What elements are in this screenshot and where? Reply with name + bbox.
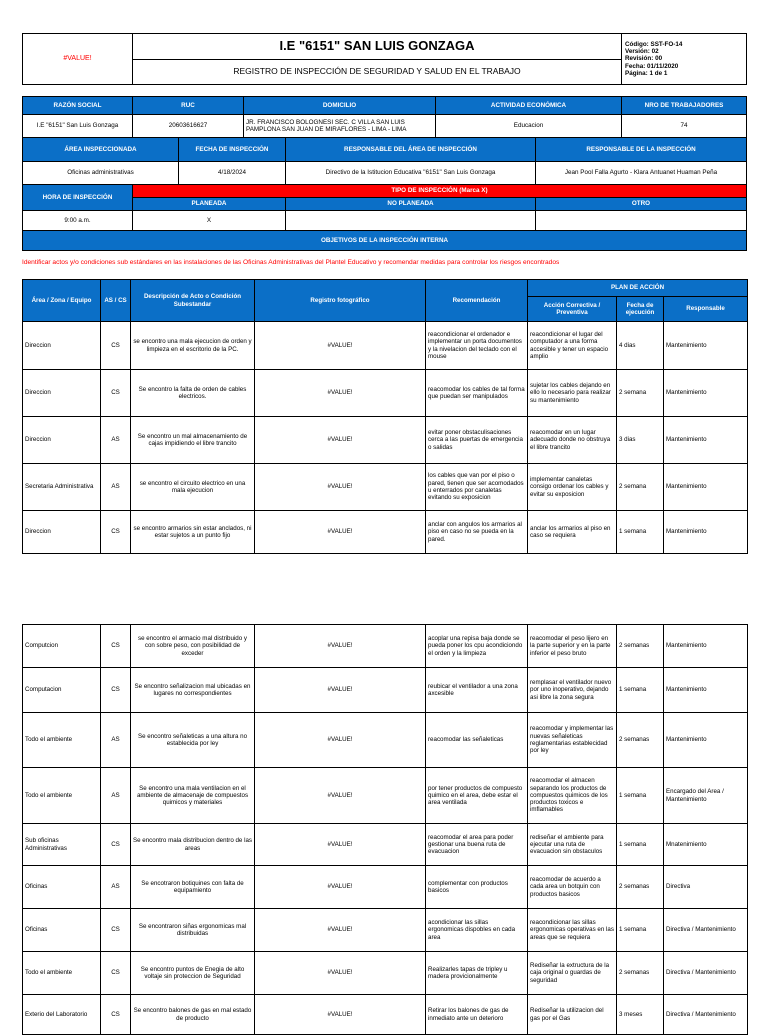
cell-ascs: CS xyxy=(101,824,131,866)
cell-area: Todo el ambiente xyxy=(23,713,101,768)
mark-planeada: X xyxy=(132,210,286,231)
cell-ascs: AS xyxy=(101,768,131,824)
cell-resp: Encargado del Area / Mantenimiento xyxy=(664,768,748,824)
cell-area: Direccion xyxy=(23,417,101,464)
cell-action: reacomodar el almacen separando los productos de compuestos quimicos de los productos toxicos e imflamables xyxy=(528,768,617,824)
cell-date: 2 semana xyxy=(617,464,664,511)
cell-resp: Mantenimiento xyxy=(664,464,748,511)
cell-area: Sub oficinas Administrativas xyxy=(23,824,101,866)
cell-desc: se encontro una mala ejecucion de orden y limpieza en el escritorio de la PC. xyxy=(131,322,255,370)
cell-rec: acoplar una repisa baja donde se pueda poner los cpu acondiciondo el orden y la limpieza xyxy=(426,625,528,668)
col-date: Fecha de ejecución xyxy=(617,297,664,322)
cell-desc: se encontro el circuito electrico en una mala ejecucion xyxy=(131,464,255,511)
cell-action: reacondicionar el lugar del computador a una forma accesible y tener un espacio amplio xyxy=(528,322,617,370)
cell-rec: complementar con productos basicos xyxy=(426,866,528,909)
option-planeada: PLANEADA xyxy=(132,197,286,211)
cell-action: reacondicionar las sillas ergonomicas operativas en las areas que se requiera xyxy=(528,909,617,952)
cell-desc: Se encontro puntos de Enegia de alto voltaje sin proteccion de Seguridad xyxy=(131,952,255,995)
table-row xyxy=(23,952,748,995)
table-row xyxy=(23,824,748,866)
cell-rec: evitar poner obstaculisaciones cerca a las puertas de emergencia o salidas xyxy=(426,417,528,464)
cell-desc: Se encontro señaleticas a una altura no establecida por ley xyxy=(131,713,255,768)
cell-photo: #VALUE! xyxy=(255,625,426,668)
cell-date: 4 dias xyxy=(617,322,664,370)
objectives-header: OBJETIVOS DE LA INSPECCIÓN INTERNA xyxy=(22,230,747,251)
value-responsable-area: Directivo de la Istitucion Educativa "6151" San Luis Gonzaga xyxy=(285,161,536,185)
cell-date: 2 semanas xyxy=(617,866,664,909)
col-area: Área / Zona / Equipo xyxy=(23,280,101,322)
cell-date: 3 dias xyxy=(617,417,664,464)
meta-code: Código: SST-FO-14 xyxy=(625,40,683,48)
school-name: I.E "6151" SAN LUIS GONZAGA xyxy=(132,33,622,60)
document-meta xyxy=(621,33,747,85)
header-razon-social: RAZÓN SOCIAL xyxy=(22,96,133,115)
cell-ascs: CS xyxy=(101,625,131,668)
cell-ascs: CS xyxy=(101,952,131,995)
cell-ascs: AS xyxy=(101,417,131,464)
col-action: Acción Correctiva / Preventiva xyxy=(528,297,617,322)
cell-resp: Mantenimiento xyxy=(664,713,748,768)
cell-action: reacomodar el peso lijero en la parte superior y en la parte inferior el peso bruto xyxy=(528,625,617,668)
cell-action: Rediseñar la utilizacion del gas por el Gas xyxy=(528,995,617,1035)
mark-otro xyxy=(535,210,747,231)
value-hora: 9:00 a.m. xyxy=(22,210,133,231)
value-domicilio: JR. FRANCISCO BOLOGNESI SEC. C VILLA SAN LUIS PAMPLONA SAN JUAN DE MIRAFLORES - LIMA - LIMA xyxy=(243,114,436,138)
cell-rec: reacomodar el area para poder gestionar una buena ruta de evacuacion xyxy=(426,824,528,866)
cell-action: Rediseñar la extructura de la caja original o guardas de seguridad xyxy=(528,952,617,995)
cell-photo: #VALUE! xyxy=(255,322,426,370)
table-row xyxy=(23,370,748,417)
value-actividad: Educacion xyxy=(435,114,622,138)
cell-rec: por tener productos de compuesto quimico en el area, debe estar el area ventilada xyxy=(426,768,528,824)
col-plan: PLAN DE ACCIÓN xyxy=(528,280,748,297)
cell-resp: Directiva / Mantenimiento xyxy=(664,909,748,952)
cell-date: 1 semana xyxy=(617,768,664,824)
cell-area: Direccion xyxy=(23,511,101,554)
cell-area: Todo el ambiente xyxy=(23,952,101,995)
cell-ascs: CS xyxy=(101,909,131,952)
cell-desc: Se encotraron botiquines con falta de equipamiento xyxy=(131,866,255,909)
meta-revision: Revisión: 00 xyxy=(625,55,663,63)
table-row xyxy=(23,909,748,952)
cell-area: Exterio del Laboratorio xyxy=(23,995,101,1035)
cell-photo: #VALUE! xyxy=(255,713,426,768)
table-row xyxy=(23,322,748,370)
cell-photo: #VALUE! xyxy=(255,464,426,511)
cell-area: Computacion xyxy=(23,668,101,713)
cell-desc: Se encontro mala distribucion dentro de las areas xyxy=(131,824,255,866)
cell-photo: #VALUE! xyxy=(255,952,426,995)
cell-rec: Realizarles tapas de tripley u madera provicionalmente xyxy=(426,952,528,995)
value-responsable-inspeccion: Jean Pool Falla Agurto - Klara Antuanet Huaman Peña xyxy=(535,161,747,185)
cell-rec: anclar con angulos los armarios al piso en caso no se pueda en la pared. xyxy=(426,511,528,554)
cell-ascs: CS xyxy=(101,511,131,554)
cell-date: 1 semana xyxy=(617,824,664,866)
cell-ascs: AS xyxy=(101,866,131,909)
cell-area: Secretaria Administrativa xyxy=(23,464,101,511)
cell-photo: #VALUE! xyxy=(255,417,426,464)
header-area-inspeccionada: ÁREA INSPECCIONADA xyxy=(22,137,179,162)
cell-area: Oficinas xyxy=(23,909,101,952)
cell-date: 1 semana xyxy=(617,668,664,713)
cell-rec: los cables que van por el piso o pared, tienen que ser acomodados u enterrados por canaletas evitando su exposicion xyxy=(426,464,528,511)
findings-table-page1 xyxy=(22,279,748,554)
table-row xyxy=(23,866,748,909)
header-fecha-inspeccion: FECHA DE INSPECCIÓN xyxy=(178,137,286,162)
value-trabajadores: 74 xyxy=(621,114,747,138)
option-no-planeada: NO PLANEADA xyxy=(285,197,536,211)
cell-rec: reacomodar los cables de tal forma que puedan ser manipulados xyxy=(426,370,528,417)
meta-page: Página: 1 de 1 xyxy=(625,69,668,77)
cell-date: 2 semana xyxy=(617,370,664,417)
cell-desc: Se encontro balones de gas en mal estado de producto xyxy=(131,995,255,1035)
cell-photo: #VALUE! xyxy=(255,668,426,713)
value-ruc: 20603616627 xyxy=(132,114,244,138)
cell-resp: Directiva xyxy=(664,866,748,909)
table-row xyxy=(23,464,748,511)
findings-body-page1 xyxy=(23,322,748,554)
cell-photo: #VALUE! xyxy=(255,909,426,952)
cell-date: 2 semanas xyxy=(617,713,664,768)
cell-desc: se encontro armarios sin estar anclados, ni estar sujetos a un punto fijo xyxy=(131,511,255,554)
cell-photo: #VALUE! xyxy=(255,866,426,909)
cell-date: 2 semanas xyxy=(617,952,664,995)
header-trabajadores: NRO DE TRABAJADORES xyxy=(621,96,747,115)
cell-desc: Se encontro una mala ventilacion en el ambiente de almacenaje de compuestos quimicos y materiales xyxy=(131,768,255,824)
cell-action: implementar canaletas consigo ordenar los cables y evitar su exposicion xyxy=(528,464,617,511)
cell-action: reacomodar y implementar las nuevas señaleticas reglamentarias establecidad por ley xyxy=(528,713,617,768)
cell-resp: Mantenimiento xyxy=(664,322,748,370)
cell-action: remplasar el ventilador nuevo por uno inoperativo, dejando asi libre la zona segura xyxy=(528,668,617,713)
cell-area: Computcion xyxy=(23,625,101,668)
value-area-inspeccionada: Oficinas administrativas xyxy=(22,161,179,185)
cell-resp: Mantenimiento xyxy=(664,370,748,417)
cell-desc: Se encontro señalizacion mal ubicadas en lugares no correspondientes xyxy=(131,668,255,713)
cell-area: Direccion xyxy=(23,370,101,417)
cell-action: sujetar los cables dejando en ello lo necesario para realizar su mantenimiento xyxy=(528,370,617,417)
cell-photo: #VALUE! xyxy=(255,511,426,554)
objectives-text: Identificar actos y/o condiciones sub estándares en las instalaciones de las Oficinas Administrativas del Plantel Educativo y recomendar medidas para controlar los riesgos encontrados xyxy=(22,259,560,266)
cell-date: 1 semana xyxy=(617,909,664,952)
header-domicilio: DOMICILIO xyxy=(243,96,436,115)
header-responsable-area: RESPONSABLE DEL ÁREA DE INSPECCIÓN xyxy=(285,137,536,162)
logo-placeholder xyxy=(22,33,133,85)
header-actividad: ACTIVIDAD ECONÓMICA xyxy=(435,96,622,115)
cell-action: rediseñar el ambiente para ejecutar una ruta de evacuacion sin obstaculos xyxy=(528,824,617,866)
findings-body-page2 xyxy=(23,625,748,1035)
cell-resp: Mantenimiento xyxy=(664,511,748,554)
header-responsable-inspeccion: RESPONSABLE DE LA INSPECCIÓN xyxy=(535,137,747,162)
header-tipo-inspeccion: TIPO DE INSPECCIÓN (Marca X) xyxy=(132,184,747,198)
col-resp: Responsable xyxy=(664,297,748,322)
col-rec: Recomendación xyxy=(426,280,528,322)
cell-ascs: CS xyxy=(101,668,131,713)
cell-desc: Se encontro la falta de orden de cables electricos. xyxy=(131,370,255,417)
table-row xyxy=(23,511,748,554)
cell-ascs: CS xyxy=(101,995,131,1035)
cell-date: 3 meses xyxy=(617,995,664,1035)
cell-action: reacomodar en un lugar adecuado donde no obstruya el libre trancito xyxy=(528,417,617,464)
cell-action: anclar los armarios al piso en caso se requiera xyxy=(528,511,617,554)
cell-area: Direccion xyxy=(23,322,101,370)
cell-ascs: AS xyxy=(101,713,131,768)
cell-photo: #VALUE! xyxy=(255,768,426,824)
findings-table-page2 xyxy=(22,624,748,1035)
table-row xyxy=(23,417,748,464)
col-photo: Registro fotográfico xyxy=(255,280,426,322)
cell-rec: reacondicionar el ordenador e implementar un porta documentos y la nivelacion del teclado con el mouse xyxy=(426,322,528,370)
cell-ascs: AS xyxy=(101,464,131,511)
cell-resp: Mnatenimiento xyxy=(664,824,748,866)
cell-action: reacomodar de acuerdo a cada area un botquin con productos basicos xyxy=(528,866,617,909)
cell-photo: #VALUE! xyxy=(255,370,426,417)
cell-rec: reacomodar las señaleticas xyxy=(426,713,528,768)
cell-rec: Retirar los balones de gas de inmediato ante un deterioro xyxy=(426,995,528,1035)
cell-resp: Directiva / Mantenimiento xyxy=(664,995,748,1035)
header-ruc: RUC xyxy=(132,96,244,115)
table-row xyxy=(23,625,748,668)
form-title: REGISTRO DE INSPECCIÓN DE SEGURIDAD Y SALUD EN EL TRABAJO xyxy=(132,59,622,85)
cell-photo: #VALUE! xyxy=(255,995,426,1035)
value-fecha-inspeccion: 4/18/2024 xyxy=(178,161,286,185)
cell-rec: acondicionar las sillas ergonomicas dispobles en cada area xyxy=(426,909,528,952)
cell-area: Oficinas xyxy=(23,866,101,909)
option-otro: OTRO xyxy=(535,197,747,211)
cell-area: Todo el ambiente xyxy=(23,768,101,824)
cell-resp: Mantenimiento xyxy=(664,417,748,464)
table-row xyxy=(23,713,748,768)
cell-ascs: CS xyxy=(101,370,131,417)
cell-desc: Se encontro un mal almacenamiento de cajas impidiendo el libre trancito xyxy=(131,417,255,464)
cell-resp: Mantenimiento xyxy=(664,625,748,668)
cell-desc: se encontro el armacio mal distribuido y con sobre peso, con posibilidad de exceder xyxy=(131,625,255,668)
cell-date: 2 semanas xyxy=(617,625,664,668)
col-desc: Descripción de Acto o Condición Subestandar xyxy=(131,280,255,322)
header-hora-inspeccion: HORA DE INSPECCIÓN xyxy=(22,184,133,211)
cell-date: 1 semana xyxy=(617,511,664,554)
cell-photo: #VALUE! xyxy=(255,824,426,866)
col-ascs: AS / CS xyxy=(101,280,131,322)
cell-resp: Mantenimiento xyxy=(664,668,748,713)
cell-rec: reubicar el ventilador a una zona axcesible xyxy=(426,668,528,713)
meta-date: Fecha: 01/11/2020 xyxy=(625,62,679,70)
cell-resp: Directiva / Mantenimiento xyxy=(664,952,748,995)
logo-error: #VALUE! xyxy=(63,54,92,62)
mark-no-planeada xyxy=(285,210,536,231)
table-row xyxy=(23,995,748,1035)
value-razon-social: I.E "6151" San Luis Gonzaga xyxy=(22,114,133,138)
cell-ascs: CS xyxy=(101,322,131,370)
table-row xyxy=(23,668,748,713)
meta-version: Versión: 02 xyxy=(625,48,659,56)
table-row xyxy=(23,768,748,824)
cell-desc: Se encontraron siñas ergonomicas mal distribuidas xyxy=(131,909,255,952)
